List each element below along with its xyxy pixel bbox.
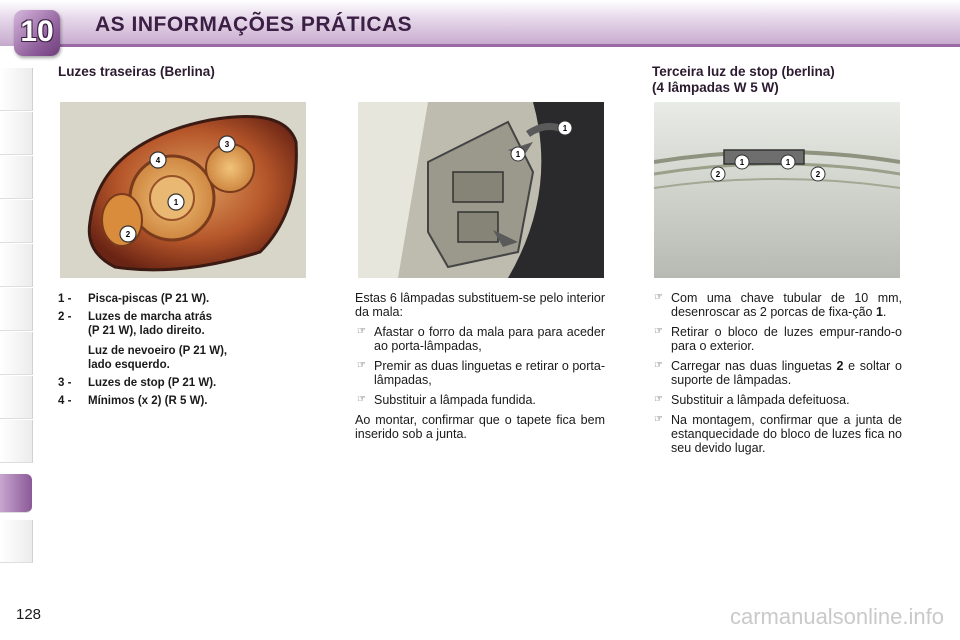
brake-light-illustration [654, 102, 900, 278]
instruction-item [355, 325, 605, 353]
legend-number: 2 - [58, 311, 72, 323]
instruction-item [355, 359, 605, 387]
chapter-tab[interactable] [0, 112, 33, 155]
legend-item [58, 376, 328, 390]
instruction-text: Substituir a lâmpada defeituosa. [671, 393, 850, 407]
chapter-tab[interactable] [0, 420, 33, 463]
legend-number: 3 - [58, 377, 72, 389]
instruction-text: . [882, 305, 887, 319]
brake-light-photo [654, 102, 900, 278]
rear-lights-title: Luzes traseiras (Berlina) [58, 64, 215, 79]
instruction-text: Premir as duas linguetas e retirar o porta-lâmpadas, [374, 359, 605, 387]
legend-text: Mínimos (x 2) (R 5 W). [88, 395, 208, 407]
chapter-number: 10 [20, 15, 54, 48]
chapter-title: AS INFORMAÇÕES PRÁTICAS [95, 13, 413, 36]
marker-2: 2 [715, 170, 721, 179]
right-instructions [652, 291, 902, 461]
marker-3: 3 [224, 140, 230, 149]
pointing-hand-icon: ☞ [654, 326, 663, 337]
instruction-item [355, 393, 605, 407]
pointing-hand-icon: ☞ [357, 326, 366, 337]
marker-1: 1 [173, 198, 179, 207]
legend-item [58, 344, 328, 372]
marker-4: 4 [155, 156, 161, 165]
instruction-item [652, 393, 902, 407]
legend-number: 4 - [58, 395, 72, 407]
pointing-hand-icon: ☞ [654, 414, 663, 425]
chapter-badge [14, 10, 60, 56]
instruction-text: Na montagem, confirmar que a junta de estanquecidade do bloco de luzes fica no seu devido lugar. [671, 413, 902, 455]
pointing-hand-icon: ☞ [654, 394, 663, 405]
pointing-hand-icon: ☞ [357, 360, 366, 371]
chapter-tabs [0, 68, 34, 576]
instruction-text: Substituir a lâmpada fundida. [374, 393, 536, 407]
chapter-tab[interactable] [0, 244, 33, 287]
middle-instructions [355, 291, 605, 447]
header-rule [55, 44, 960, 47]
instruction-text: Com uma chave tubular de 10 mm, desenroscar as 2 porcas de fixa-ção [671, 291, 902, 319]
rear-light-photo [60, 102, 306, 278]
chapter-tab[interactable] [0, 200, 33, 243]
watermark: carmanualsonline.info [729, 604, 944, 629]
reference-number: 2 [836, 359, 844, 373]
legend-number: 1 - [58, 293, 72, 305]
pointing-hand-icon: ☞ [357, 394, 366, 405]
intro-text: Estas 6 lâmpadas substituem-se pelo interior da mala: [355, 291, 605, 319]
legend-item [58, 292, 328, 306]
marker-1: 1 [785, 158, 791, 167]
rear-light-illustration [60, 102, 306, 278]
chapter-tab[interactable] [0, 68, 33, 111]
chapter-tab-active[interactable] [0, 474, 32, 513]
instruction-item [652, 413, 902, 455]
pointing-hand-icon: ☞ [654, 360, 663, 371]
chapter-tab[interactable] [0, 288, 33, 331]
instruction-item [652, 291, 902, 319]
chapter-tab[interactable] [0, 156, 33, 199]
third-brake-light-title [652, 64, 835, 96]
legend-item [58, 394, 328, 408]
instruction-item [652, 359, 902, 387]
page-number: 128 [16, 606, 42, 623]
instruction-text: e soltar o suporte de lâmpadas. [671, 359, 902, 387]
marker-1: 1 [562, 124, 568, 133]
instruction-text: Afastar o forro da mala para para aceder ao porta-lâmpadas, [374, 325, 605, 353]
instruction-text: Retirar o bloco de luzes empur-rando-o para o exterior. [671, 325, 902, 353]
legend-text: Pisca-piscas (P 21 W). [88, 293, 210, 305]
marker-1: 1 [739, 158, 745, 167]
legend-text: (P 21 W), lado direito. [88, 325, 205, 337]
chapter-tab[interactable] [0, 376, 33, 419]
legend-text: Luzes de marcha atrás [88, 311, 213, 323]
lamp-holder-illustration [358, 102, 604, 278]
legend-text: lado esquerdo. [88, 359, 170, 371]
title-line: Terceira luz de stop (berlina) [652, 64, 835, 79]
pointing-hand-icon: ☞ [654, 292, 663, 303]
chapter-tab[interactable] [0, 332, 33, 375]
title-line: (4 lâmpadas W 5 W) [652, 80, 779, 95]
marker-2: 2 [125, 230, 131, 239]
instruction-item [652, 325, 902, 353]
bulb-legend [58, 292, 328, 412]
legend-text: Luz de nevoeiro (P 21 W), [88, 345, 228, 357]
chapter-tab[interactable] [0, 520, 33, 563]
legend-item [58, 310, 328, 338]
marker-2: 2 [815, 170, 821, 179]
instruction-text: Carregar nas duas linguetas [671, 359, 837, 373]
outro-text: Ao montar, confirmar que o tapete fica bem inserido sob a junta. [355, 413, 605, 441]
lamp-holder-photo [358, 102, 604, 278]
marker-1: 1 [515, 150, 521, 159]
legend-text: Luzes de stop (P 21 W). [88, 377, 217, 389]
reference-number: 1 [875, 305, 883, 319]
